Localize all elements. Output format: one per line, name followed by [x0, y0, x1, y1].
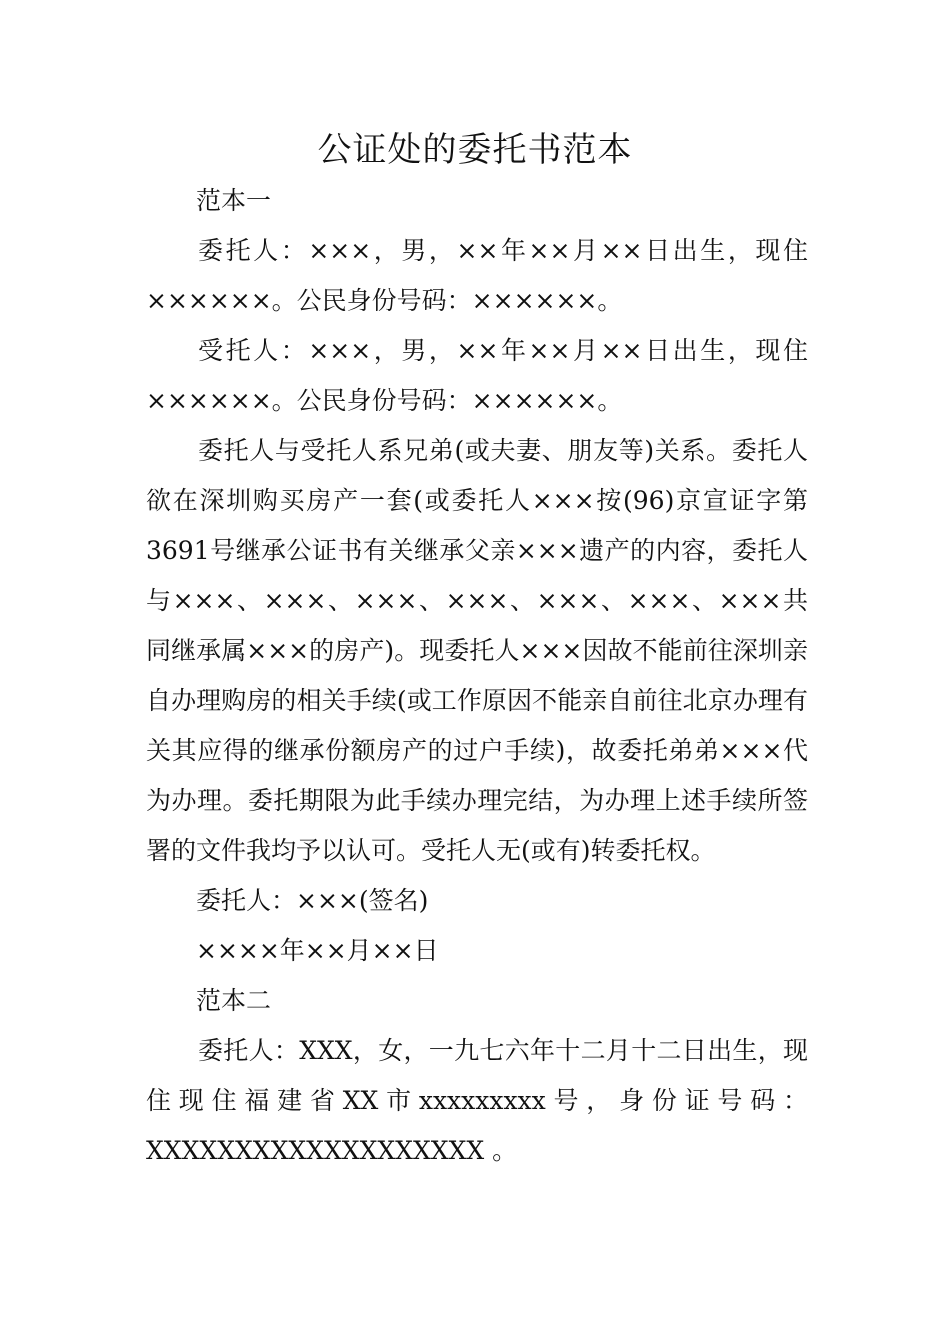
document-title: 公证处的委托书范本	[317, 130, 633, 170]
date-line: ××××年××月××日	[196, 936, 439, 965]
paragraph-delegation-details: 委托人与受托人系兄弟(或夫妻、朋友等)关系。委托人欲在深圳购买房产一套(或委托人×××按(96)京宣证字第3691号继承公证书有关继承父亲×××遗产的内容，委托人与×××、×××、×××、×××、×××、×××、×××共同继承属×××的房产)。现委托人×××因故不能前往深圳亲自办理购房的相关手续(或工作原因不能亲自前往北京办理有关其应得的继承份额房产的过户手续)，故委托弟弟×××代为办理。委托期限为此手续办理完结，为办理上述手续所签署的文件我均予以认可。受托人无(或有)转委托权。	[146, 436, 808, 865]
signature-line: 委托人：×××(签名)	[196, 886, 429, 915]
section-heading-1: 范本一	[196, 186, 272, 215]
section-heading-2: 范本二	[196, 986, 272, 1015]
id-number-line: XXXXXXXXXXXXXXXXXXX 。	[146, 1136, 518, 1165]
paragraph-principal-2: 委托人：XXX，女，一九七六年十二月十二日出生，现住现住福建省XX市xxxxxxxxx号，身份证号码：	[146, 1036, 808, 1115]
paragraph-principal: 委托人：×××，男，××年××月××日出生，现住××××××。公民身份号码：××××××。	[146, 236, 808, 315]
paragraph-agent: 受托人：×××，男，××年××月××日出生，现住××××××。公民身份号码：××××××。	[146, 336, 808, 415]
document-body	[146, 176, 808, 1176]
